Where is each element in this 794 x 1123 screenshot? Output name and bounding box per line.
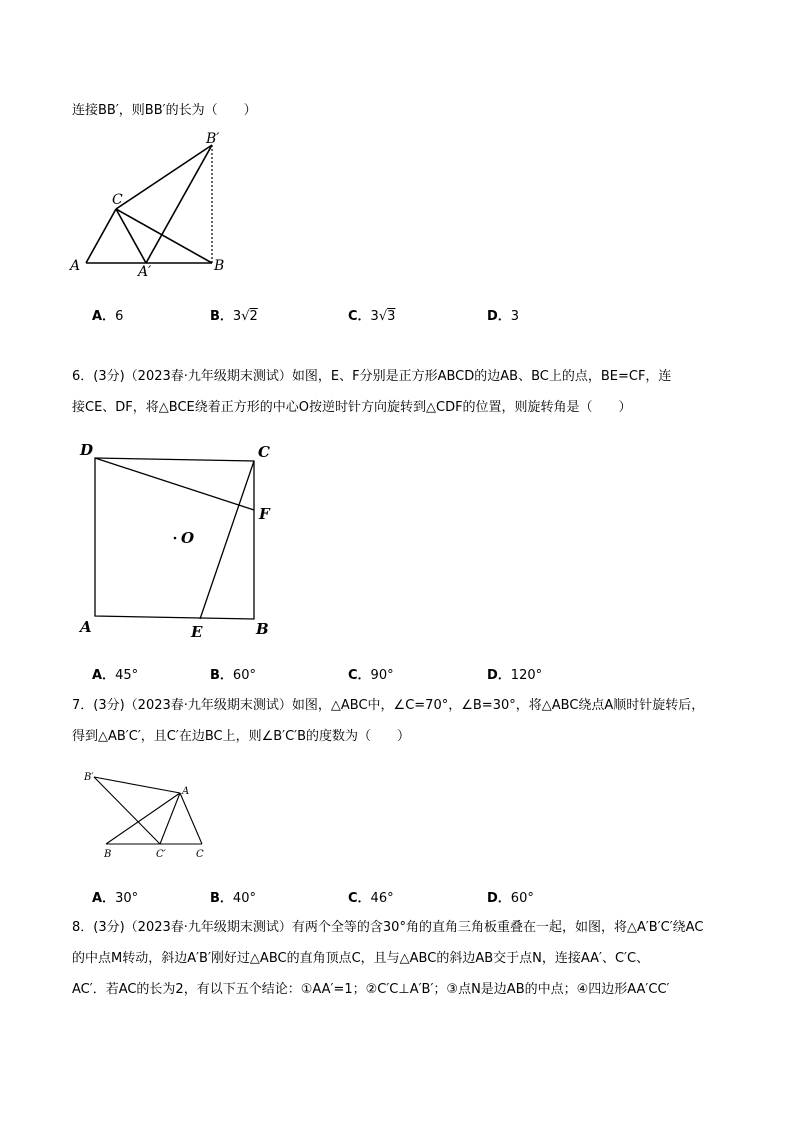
q6-label-E: E xyxy=(191,623,203,641)
q5-choice-d[interactable]: D．3 xyxy=(487,309,520,324)
q6-segment-DF xyxy=(95,458,254,510)
q5-segment-AC xyxy=(86,209,116,263)
q6-label-B: B xyxy=(256,620,269,638)
q7-choice-d[interactable]: D．60° xyxy=(487,891,534,906)
q7-choice-c[interactable]: C．46° xyxy=(348,891,394,906)
q6-segment-CE xyxy=(200,461,254,619)
q6-choice-d[interactable]: D．120° xyxy=(487,668,543,683)
q6-choice-a[interactable]: A．45° xyxy=(92,668,139,683)
q7-label-B1: B′ xyxy=(84,772,94,783)
q5-figure xyxy=(60,130,240,280)
q5-choice-b[interactable]: B．3√2 xyxy=(210,309,258,324)
q6-label-D: D xyxy=(80,441,94,459)
q5-label-B1: B′ xyxy=(206,131,220,147)
q7-choice-b[interactable]: B．40° xyxy=(210,891,256,906)
q5-label-A: A xyxy=(70,258,81,274)
q8-text-line2: 的中点M转动，斜边A′B′刚好过△ABC的直角顶点C，且与△ABC的斜边AB交于点N，连接AA′、C′C、 xyxy=(72,951,650,966)
q7-label-B: B xyxy=(104,849,112,860)
q7-figure xyxy=(80,763,220,863)
q6-point-O xyxy=(174,537,177,540)
q6-figure xyxy=(70,438,290,648)
q5-label-B: B xyxy=(214,258,225,274)
q7-text-line2: 得到△AB′C′，且C′在边BC上，则∠B′C′B的度数为（ ） xyxy=(72,729,411,744)
q5-choice-a[interactable]: A．6 xyxy=(92,309,124,324)
q7-label-A: A xyxy=(182,786,190,797)
q6-label-C: C xyxy=(258,443,270,461)
q8-text-line3: AC′．若AC的长为2，有以下五个结论：①AA′=1；②C′C⊥A′B′；③点N是边AB的中点；④四边形AA′CC′ xyxy=(72,982,670,997)
q7-label-C: C xyxy=(196,849,204,860)
q8-text-line1: 8．(3分)（2023春·九年级期末测试）有两个全等的含30°角的直角三角板重叠在一起，如图，将△A′B′C′绕AC xyxy=(72,920,704,935)
q5-choice-c[interactable]: C．3√3 xyxy=(348,309,396,324)
q5-label-C: C xyxy=(112,192,123,208)
q7-text-line1: 7．(3分)（2023春·九年级期末测试）如图，△ABC中，∠C=70°，∠B=30°，将△ABC绕点A顺时针旋转后， xyxy=(72,698,705,713)
q6-choice-c[interactable]: C．90° xyxy=(348,668,394,683)
q6-choice-b[interactable]: B．60° xyxy=(210,668,256,683)
q5-text: 连接BB′，则BB′的长为（ ） xyxy=(72,103,257,118)
q7-segment-AC1 xyxy=(160,793,180,844)
q5-segment-CB1 xyxy=(116,145,212,209)
q6-text-line2: 接CE、DF，将△BCE绕着正方形的中心O按逆时针方向旋转到△CDF的位置，则旋转角是（ ） xyxy=(72,400,632,415)
q7-segment-AC xyxy=(180,793,202,844)
q7-label-C1: C′ xyxy=(156,849,166,860)
q6-text-line1: 6．(3分)（2023春·九年级期末测试）如图，E、F分别是正方形ABCD的边AB、BC上的点，BE=CF，连 xyxy=(72,369,672,384)
q6-label-F: F xyxy=(259,505,270,523)
q6-label-A: A xyxy=(80,618,92,636)
q7-choice-a[interactable]: A．30° xyxy=(92,891,139,906)
q6-label-O: O xyxy=(181,529,195,547)
q5-label-A1: A′ xyxy=(138,264,152,280)
